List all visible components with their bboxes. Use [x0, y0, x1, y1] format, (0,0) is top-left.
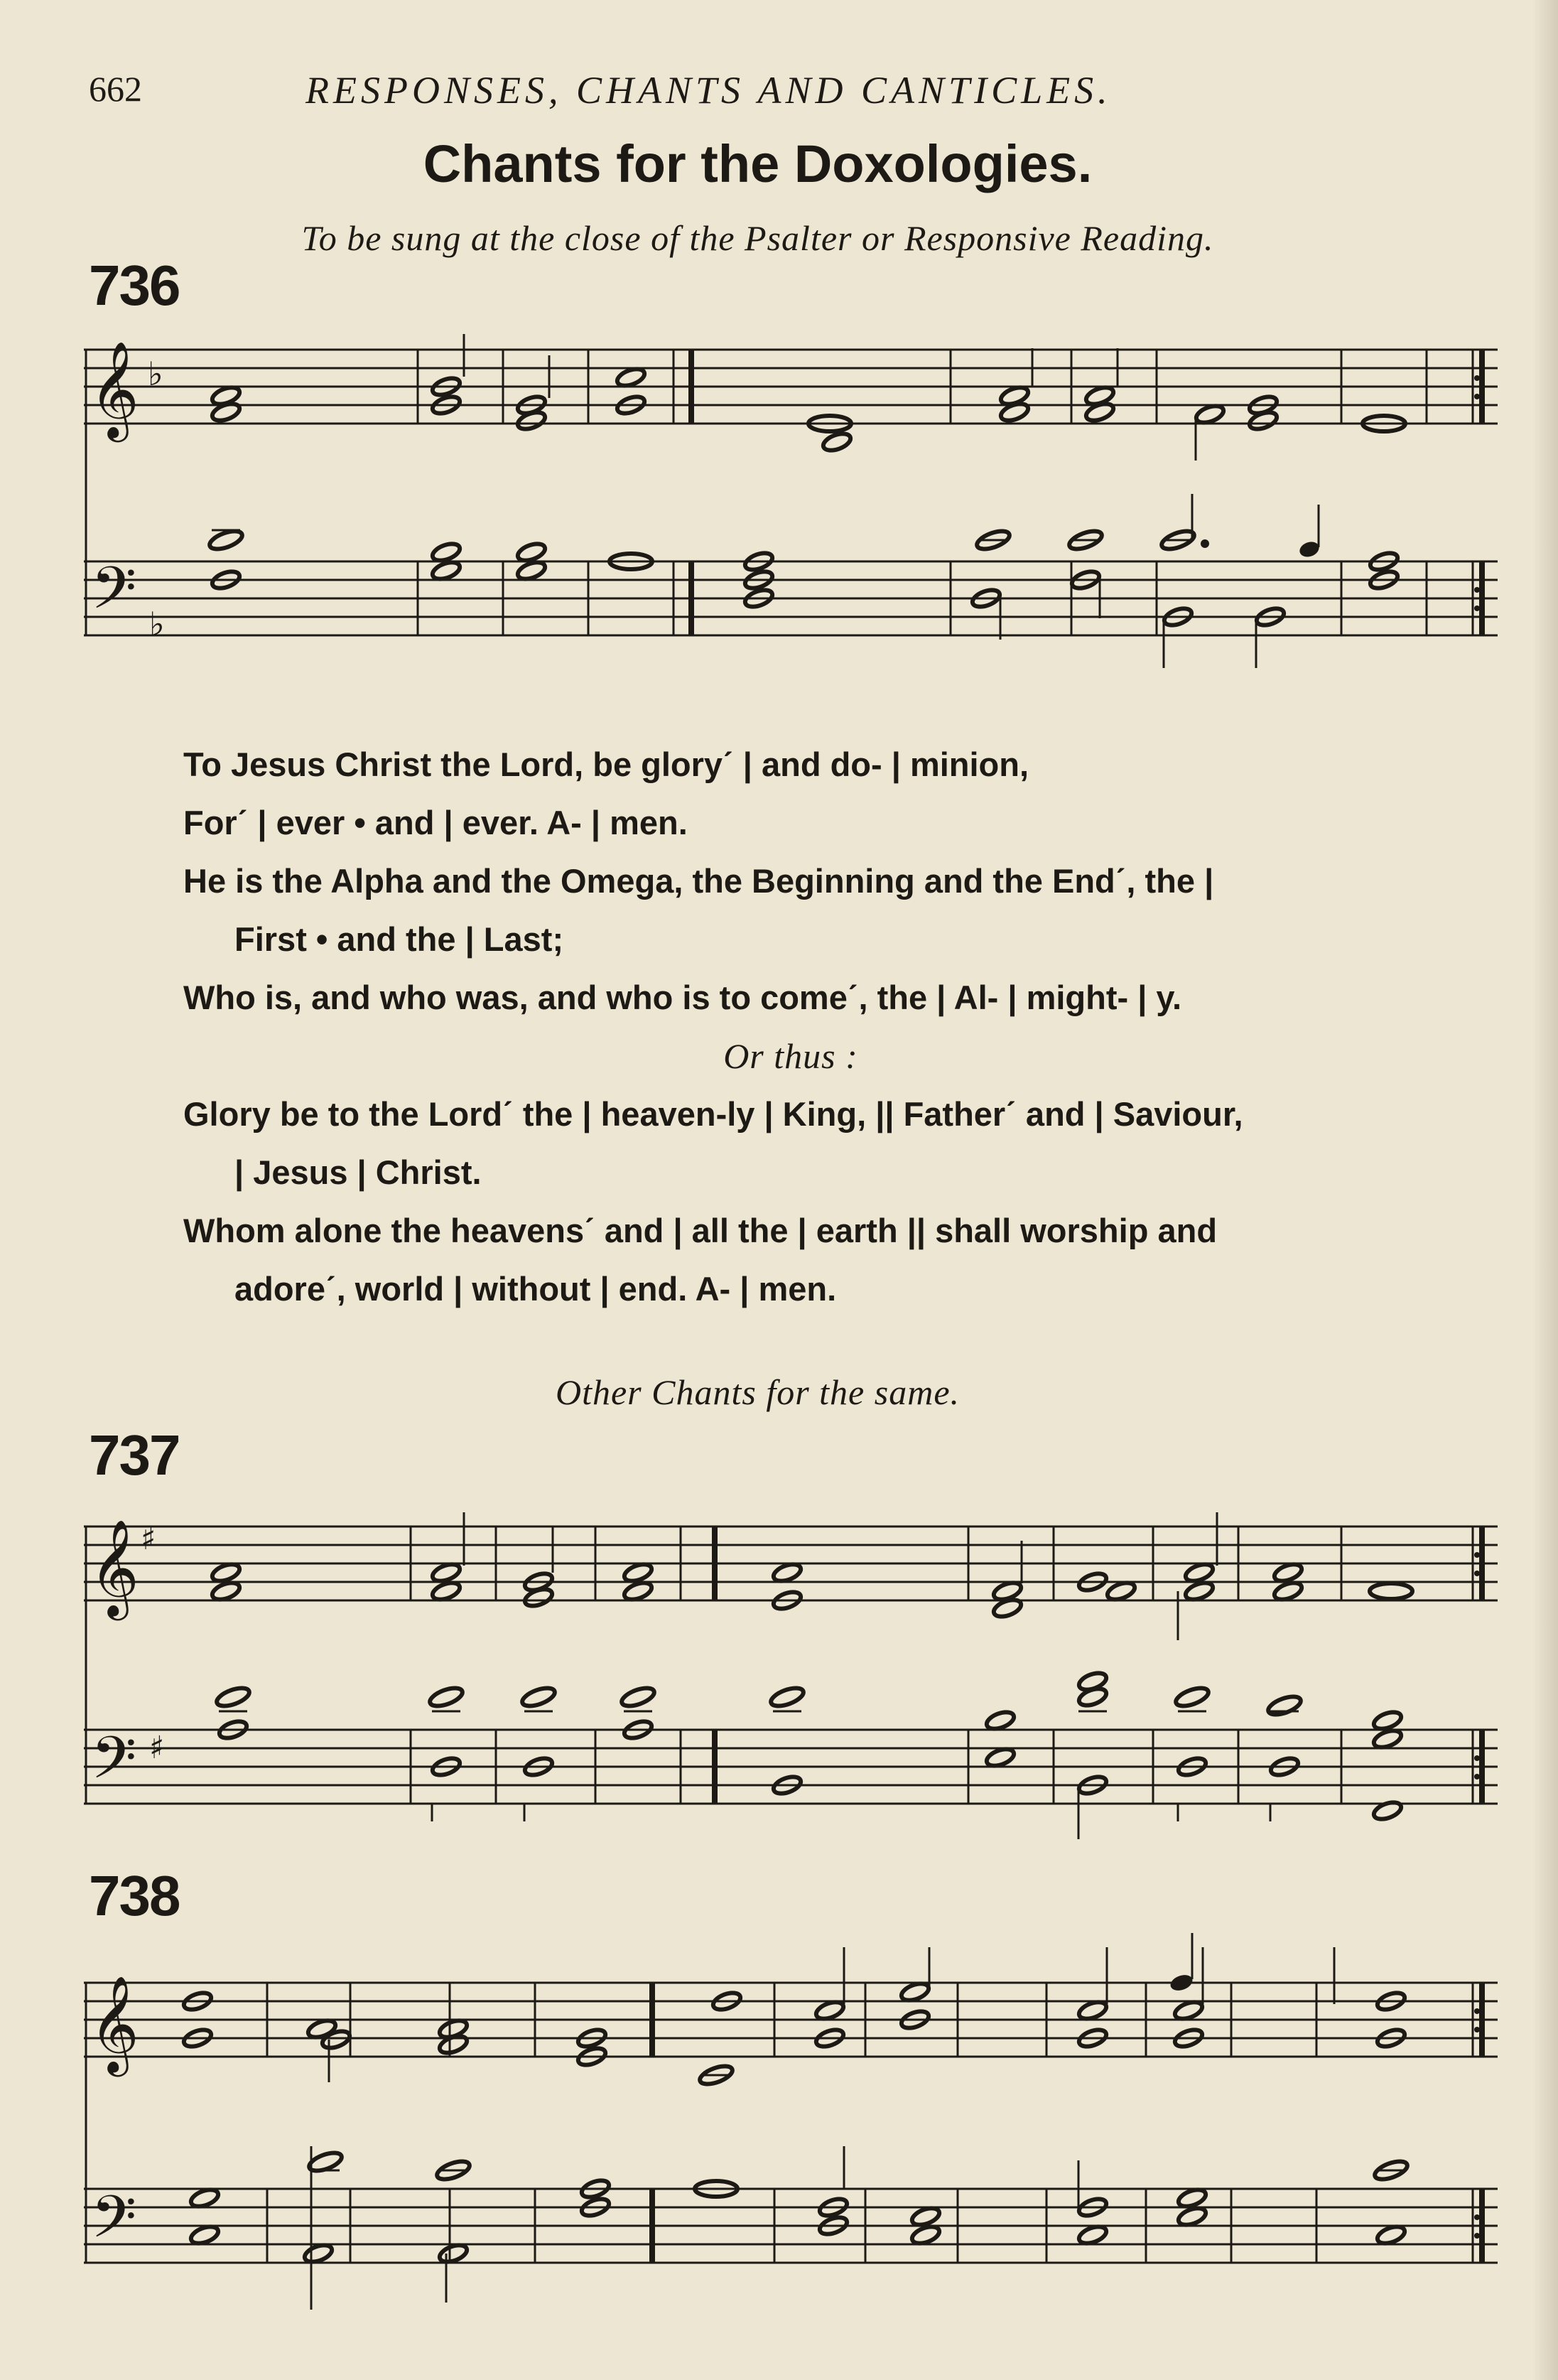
text-line: | Jesus | Christ. — [234, 1153, 482, 1191]
svg-text:♭: ♭ — [148, 355, 163, 393]
chant-number-738: 738 — [89, 1864, 180, 1927]
svg-text:𝄢: 𝄢 — [91, 1723, 137, 1806]
chant-737-score — [84, 1498, 1503, 1853]
chant-738-score — [84, 1933, 1503, 2317]
svg-text:♯: ♯ — [141, 1521, 156, 1557]
running-header — [89, 68, 1311, 118]
svg-text:𝄢: 𝄢 — [91, 2182, 137, 2266]
svg-text:𝄢: 𝄢 — [91, 554, 137, 637]
text-line: To Jesus Christ the Lord, be gloryˊ | and do- | minion, — [183, 745, 1029, 783]
svg-text:𝄞: 𝄞 — [90, 340, 139, 438]
chant-number-737: 737 — [89, 1423, 180, 1487]
chant-number-736: 736 — [89, 254, 180, 317]
svg-text:♭: ♭ — [149, 605, 165, 643]
text-line: First • and the | Last; — [234, 920, 564, 958]
svg-text:♯: ♯ — [149, 1730, 165, 1766]
text-line: Forˊ | ever • and | ever. A- | men. — [183, 804, 688, 841]
text-line: adoreˊ, world | without | end. A- | men. — [234, 1270, 837, 1308]
text-line: He is the Alpha and the Omega, the Beginning and the Endˊ, the | — [183, 862, 1214, 900]
or-thus-heading: Or thus : — [723, 1036, 858, 1076]
page-edge-shadow — [1532, 0, 1558, 2380]
doxology-text — [183, 736, 1512, 1318]
text-line: Glory be to the Lordˊ the | heaven-ly | King, || Fatherˊ and | Saviour, — [183, 1095, 1243, 1133]
section-title: Chants for the Doxologies. — [423, 134, 1093, 193]
svg-text:𝄞: 𝄞 — [90, 1518, 139, 1616]
other-chants-heading: Other Chants for the same. — [555, 1372, 961, 1412]
section-subtitle: To be sung at the close of the Psalter or Responsive Reading. — [301, 218, 1214, 258]
chant-736-score — [84, 334, 1503, 668]
page-number: 662 — [89, 69, 142, 109]
running-title: RESPONSES, CHANTS AND CANTICLES. — [305, 69, 1112, 112]
text-line: Who is, and who was, and who is to comeˊ, the | Al- | might- | y. — [183, 979, 1182, 1016]
text-line: Whom alone the heavensˊ and | all the | earth || shall worship and — [183, 1212, 1218, 1249]
svg-text:𝄞: 𝄞 — [90, 1974, 139, 2072]
